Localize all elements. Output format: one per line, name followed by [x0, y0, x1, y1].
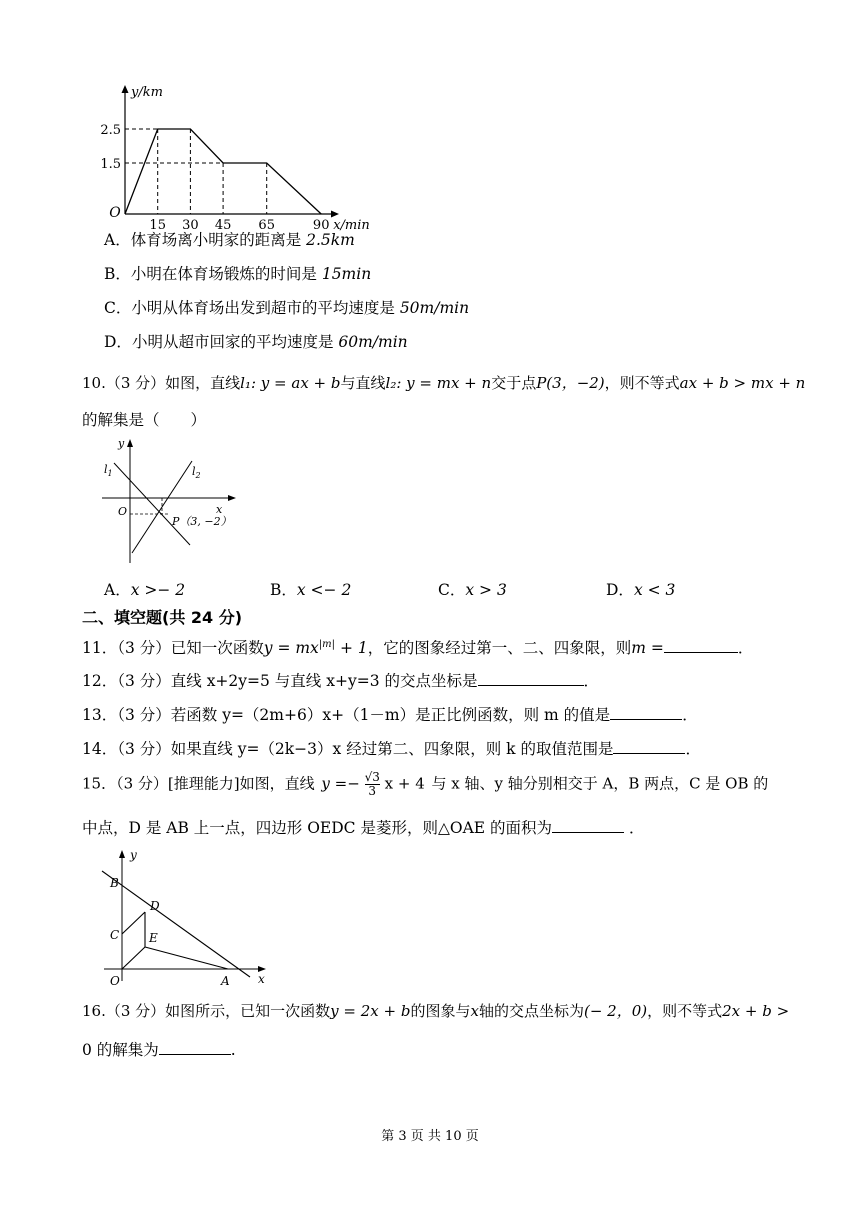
chart-x-tick-45: 45 — [214, 218, 232, 233]
q10-fig-point-p: P（3, −2） — [172, 515, 232, 528]
chart-x-tick-90: 90 — [312, 218, 330, 233]
q9-option-b: B．小明在体育场锻炼的时间是 15min — [104, 265, 372, 283]
q10-option-a: A．x >− 2 — [104, 581, 186, 599]
section-fill-in-title: 二、填空题(共 24 分) — [82, 608, 243, 627]
q16-answer-blank[interactable] — [159, 1040, 231, 1055]
chart-x-tick-15: 15 — [149, 218, 166, 233]
chart-x-axis-label: x/min — [333, 218, 370, 233]
q15-fig-point-c: C — [110, 928, 120, 942]
q10-figure — [96, 433, 246, 568]
q11-answer-blank[interactable] — [664, 638, 738, 653]
chart-y-axis-label: y/km — [131, 85, 163, 100]
q9-option-d: D．小明从超市回家的平均速度是 60m/min — [104, 333, 408, 351]
chart-origin-label: O — [109, 205, 121, 221]
q12-answer-blank[interactable] — [478, 671, 584, 686]
q15-fig-x-label: x — [258, 972, 265, 986]
q10-stem: 10.（3 分）如图，直线l₁: y = ax + b与直线l₂: y = mx + n交于点P(3，−2)，则不等式ax + b > mx + n — [82, 374, 806, 392]
q15-figure — [100, 845, 275, 988]
chart-x-tick-65: 65 — [258, 218, 275, 233]
q16-stem-line2: 0 的解集为 . — [82, 1041, 236, 1059]
distance-time-chart — [95, 82, 370, 233]
q10-fig-l1: $l_1$ — [104, 463, 113, 478]
q9-option-a: A．体育场离小明家的距离是 2.5km — [104, 231, 355, 249]
q13-stem: 13．（3 分）若函数 y=（2m+6）x+（1－m）是正比例函数，则 m 的值是 ． — [82, 706, 698, 724]
q15-answer-blank[interactable] — [552, 818, 624, 833]
q10-option-c: C．x > 3 — [438, 581, 507, 599]
q15-fig-point-a: A — [221, 974, 230, 988]
q10-option-d: D．x < 3 — [606, 581, 676, 599]
q14-stem: 14．（3 分）如果直线 y=（2k−3）x 经过第二、四象限，则 k 的取值范围是 ． — [82, 740, 701, 758]
q10-stem-line2: 的解集是（ ） — [82, 411, 207, 429]
chart-y-tick-2.5: 2.5 — [100, 123, 121, 138]
q15-fig-origin: O — [110, 974, 120, 988]
q10-fig-l2: $l_2$ — [192, 465, 201, 480]
q14-answer-blank[interactable] — [613, 739, 685, 754]
chart-y-tick-1.5: 1.5 — [100, 157, 121, 172]
q10-fig-x-label: x — [216, 503, 223, 516]
q15-fig-point-b: B — [110, 876, 119, 890]
q9-option-c: C．小明从体育场出发到超市的平均速度是 50m/min — [104, 299, 470, 317]
q10-fig-y-label: y — [118, 437, 125, 450]
q15-stem-line2: 中点，D 是 AB 上一点，四边形 OEDC 是菱形，则△OAE 的面积为 ． — [82, 819, 645, 837]
q15-fig-point-e: E — [149, 931, 158, 945]
q16-stem: 16.（3 分）如图所示，已知一次函数y = 2x + b的图象与x轴的交点坐标为(− 2，0)，则不等式2x + b > — [82, 1002, 790, 1020]
page-footer: 第 3 页 共 10 页 — [381, 1129, 479, 1144]
q15-equation: y =− $\frac{√3}{3}$ x + 4 — [321, 770, 425, 798]
q15-stem: 15．（3 分）[推理能力]如图，直线 y =− $\frac{√3}{3}$ x + 4 与 x 轴、y 轴分别相交于 A，B 两点，C 是 OB 的 — [82, 770, 769, 798]
q11-stem: 11．（3 分）已知一次函数$y = mx^{|m|} + 1$，它的图象经过第一、二、四象限，则m = ． — [82, 638, 754, 657]
q15-fig-y-label: y — [130, 848, 137, 862]
chart-x-tick-30: 30 — [182, 218, 199, 233]
q10-option-b: B．x <− 2 — [270, 581, 352, 599]
q10-fig-origin: O — [118, 505, 128, 518]
q12-stem: 12．（3 分）直线 x+2y=5 与直线 x+y=3 的交点坐标是 ． — [82, 672, 600, 690]
q13-answer-blank[interactable] — [610, 705, 682, 720]
q15-fig-point-d: D — [150, 899, 160, 913]
